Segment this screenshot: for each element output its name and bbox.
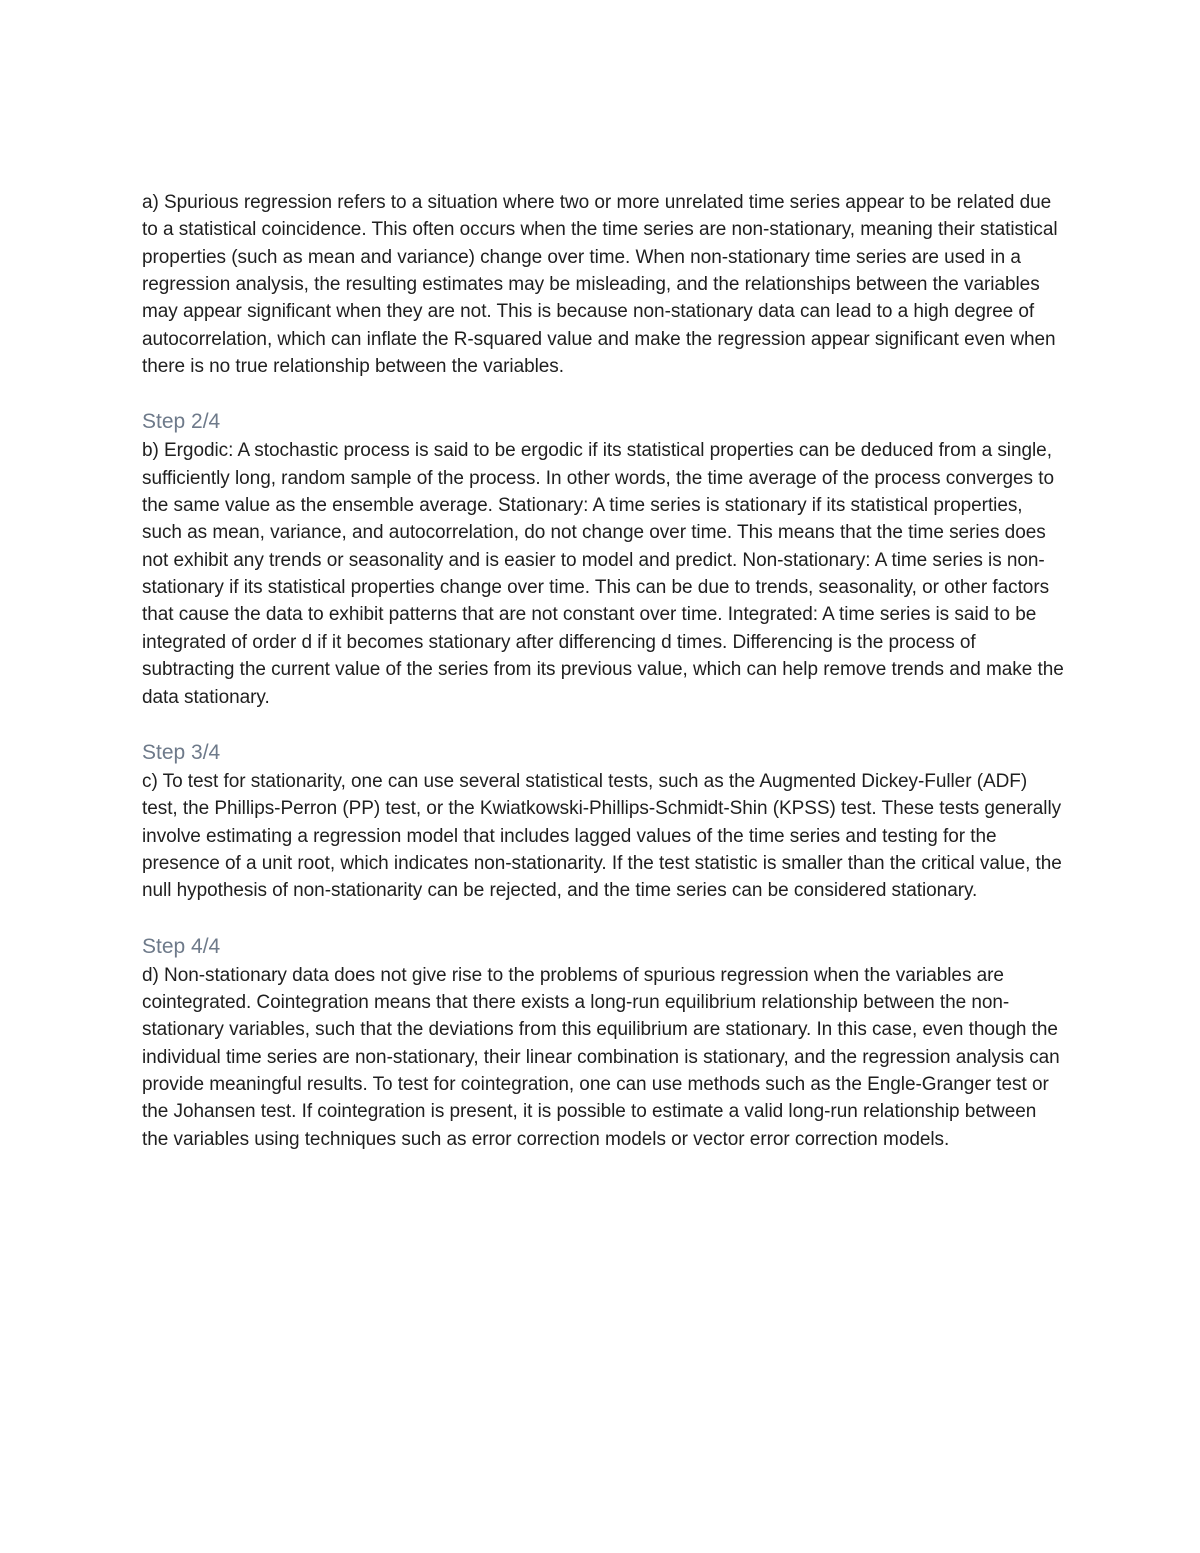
answer-a-text: a) Spurious regression refers to a situation where two or more unrelated time series appear to be related due to a statistical coincidence. This often occurs when the time series are non-stationary, meaning their statistical properties (such as mean and variance) change over time. When non-stationary time series are used in a regression analysis, the resulting estimates may be misleading, and the relationships between the variables may appear significant when they are not. This is because non-stationary data can lead to a high degree of autocorrelation, which can inflate the R-squared value and make the regression appear significant even when there is no true relationship between the variables. (142, 192, 1058, 378)
step-2-section (142, 408, 1066, 710)
step-4-heading: Step 4/4 (142, 934, 221, 958)
document-page (142, 189, 1066, 1153)
step-3-heading: Step 3/4 (142, 740, 221, 764)
step-2-heading: Step 2/4 (142, 410, 221, 434)
answer-d-text: d) Non-stationary data does not give rise to the problems of spurious regression when the variables are cointegrated. Cointegration means that there exists a long-run equilibrium relationship between the non-stationary variables, such that the deviations from this equilibrium are stationary. In this case, even though the individual time series are non-stationary, their linear combination is stationary, and the regression analysis can provide meaningful results. To test for cointegration, one can use methods such as the Engle-Granger test or the Johansen test. If cointegration is present, it is possible to estimate a valid long-run relationship between the variables using techniques such as error correction models or vector error correction models. (142, 964, 1060, 1150)
answer-c-text: c) To test for stationarity, one can use several statistical tests, such as the Augmented Dickey-Fuller (ADF) test, the Phillips-Perron (PP) test, or the Kwiatkowski-Phillips-Schmidt-Shin (KPSS) test. These tests generally involve estimating a regression model that includes lagged values of the time series and testing for the presence of a unit root, which indicates non-stationarity. If the test statistic is smaller than the critical value, the null hypothesis of non-stationarity can be rejected, and the time series can be considered stationary. (142, 770, 1062, 902)
answer-part-a (142, 189, 1066, 380)
step-4-section (142, 933, 1066, 1153)
answer-b-text: b) Ergodic: A stochastic process is said to be ergodic if its statistical properties can be deduced from a single, sufficiently long, random sample of the process. In other words, the time average of the process converges to the same value as the ensemble average. Stationary: A time series is stationary if its statistical properties, such as mean, variance, and autocorrelation, do not change over time. This means that the time series does not exhibit any trends or seasonality and is easier to model and predict. Non-stationary: A time series is non-stationary if its statistical properties change over time. This can be due to trends, seasonality, or other factors that cause the data to exhibit patterns that are not constant over time. Integrated: A time series is said to be integrated of order d if it becomes stationary after differencing d times. Differencing is the process of subtracting the current value of the series from its previous value, which can help remove trends and make the data stationary. (142, 440, 1064, 708)
step-3-section (142, 739, 1066, 905)
